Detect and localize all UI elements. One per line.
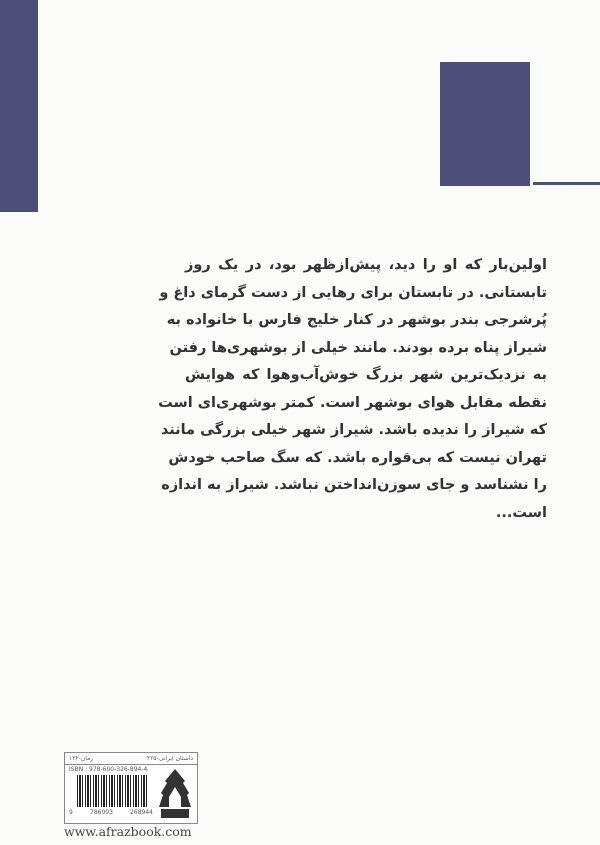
barcode-digit: 9 bbox=[69, 809, 73, 816]
publisher-url: www.afrazbook.com bbox=[64, 824, 192, 839]
decorative-bar-left bbox=[0, 0, 38, 212]
novel-number: رمان-۱۲۲ bbox=[69, 755, 94, 762]
publisher-logo-icon bbox=[157, 767, 193, 819]
blurb-line: اولین‌بار که او را دید، پیش‌ازظهر بود، در یک روز bbox=[185, 257, 547, 273]
blurb-line: شیراز پناه برده بودند. مانند خیلی از بوشهری‌ها رفتن bbox=[169, 339, 547, 356]
series-label: داستان ایرانی-۲۲۵ bbox=[146, 755, 193, 762]
barcode-numbers bbox=[69, 809, 153, 816]
series-row bbox=[65, 753, 197, 765]
blurb-line: را نشناسد و جای سوزن‌انداختن نباشد. شیراز به اندازه bbox=[161, 477, 547, 493]
blurb-line: تابستانی. در تابستان برای رهایی از دست گرمای داغ و bbox=[159, 284, 547, 301]
barcode-digits: 268944 bbox=[130, 809, 153, 816]
isbn-box bbox=[64, 752, 198, 824]
barcode-digits: 786003 bbox=[90, 809, 113, 816]
blurb-line: به نزدیک‌ترین شهر بزرگ خوش‌آب‌وهوا که هوایش bbox=[185, 367, 547, 383]
isbn-text: ISBN : 978-600-326-894-4 bbox=[69, 766, 148, 773]
barcode bbox=[77, 775, 149, 807]
decorative-block-right bbox=[440, 62, 530, 186]
blurb-line: که شیراز را ندیده باشد. شیراز شهر خیلی بزرگی مانند bbox=[160, 422, 547, 438]
blurb-line: نقطه مقابل هوای بوشهر است. کمتر بوشهری‌ای است bbox=[158, 394, 547, 411]
decorative-line-right bbox=[533, 182, 600, 185]
blurb-line: پُرشرجی بندر بوشهر در کنار خلیج فارس با خانواده به bbox=[166, 312, 547, 328]
blurb-line: تهران نیست که بی‌قواره باشد. که سگ صاحب خودش bbox=[168, 449, 547, 466]
blurb-line: است... bbox=[495, 504, 547, 521]
blurb-text bbox=[158, 252, 547, 527]
